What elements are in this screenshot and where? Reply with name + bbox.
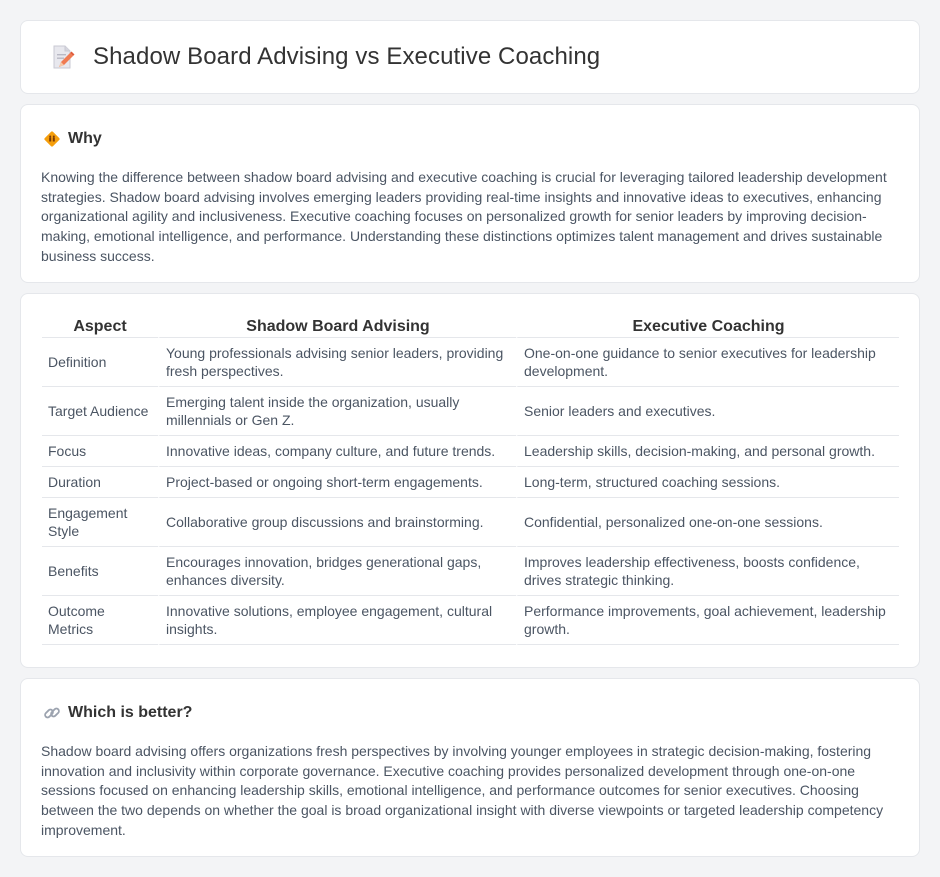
coaching-cell: Performance improvements, goal achievement, leadership growth. [516,596,899,645]
page-title: Shadow Board Advising vs Executive Coaching [93,43,601,70]
why-heading: Why [68,130,102,147]
table-row [42,498,899,547]
coaching-cell: Confidential, personalized one-on-one sessions. [516,498,899,547]
table-row [42,387,899,436]
shadow-cell: Project-based or ongoing short-term engagements. [158,467,516,498]
comparison-section [20,293,920,668]
table-row [42,338,899,387]
document-pencil-icon [47,42,77,72]
column-header-executive-coaching: Executive Coaching [516,317,899,338]
aspect-cell: Duration [42,467,158,498]
aspect-cell: Focus [42,436,158,467]
shadow-cell: Innovative solutions, employee engagement, cultural insights. [158,596,516,645]
why-heading-row [43,129,919,149]
table-row [42,596,899,645]
title-card [20,20,920,94]
shadow-cell: Encourages innovation, bridges generational gaps, enhances diversity. [158,547,516,596]
aspect-cell: Benefits [42,547,158,596]
column-header-shadow-board: Shadow Board Advising [158,317,516,338]
shadow-cell: Collaborative group discussions and brainstorming. [158,498,516,547]
coaching-cell: Leadership skills, decision-making, and personal growth. [516,436,899,467]
coaching-cell: Senior leaders and executives. [516,387,899,436]
coaching-cell: One-on-one guidance to senior executives for leadership development. [516,338,899,387]
table-row [42,436,899,467]
shadow-cell: Innovative ideas, company culture, and future trends. [158,436,516,467]
shadow-cell: Emerging talent inside the organization, usually millennials or Gen Z. [158,387,516,436]
shadow-cell: Young professionals advising senior leaders, providing fresh perspectives. [158,338,516,387]
column-header-aspect: Aspect [42,317,158,338]
coaching-cell: Improves leadership effectiveness, boosts confidence, drives strategic thinking. [516,547,899,596]
aspect-cell: Engagement Style [42,498,158,547]
table-header-row [42,317,899,338]
better-heading-row [43,703,919,723]
link-icon [43,704,61,722]
table-row [42,467,899,498]
better-heading: Which is better? [68,704,193,721]
which-is-better-section [20,678,920,857]
why-section [20,104,920,283]
better-text: Shadow board advising offers organizations fresh perspectives by involving younger employees in strategic decision-making, fostering innovation and inclusivity within corporate governance. Executive coaching provides personalized development through one-on-one sessions focused on enhancing leadership skills, emotional intelligence, and performance outcomes for senior executives. Choosing between the two depends on whether the goal is broad organizational insight with diverse viewpoints or targeted leadership competency improvement. [41,743,884,838]
aspect-cell: Outcome Metrics [42,596,158,645]
table-row [42,547,899,596]
aspect-cell: Definition [42,338,158,387]
comparison-table [42,317,899,645]
title-row [21,21,919,93]
why-text: Knowing the difference between shadow board advising and executive coaching is crucial for leveraging tailored leadership development strategies. Shadow board advising involves emerging leaders providing real-time insights and innovative ideas to executives, enhancing organizational agility and inclusiveness. Executive coaching focuses on personalized growth for senior leaders by improving decision-making, emotional intelligence, and performance. Understanding these distinctions optimizes talent management and drives sustainable business success. [41,169,887,264]
aspect-cell: Target Audience [42,387,158,436]
coaching-cell: Long-term, structured coaching sessions. [516,467,899,498]
diamond-sign-icon [43,130,61,148]
